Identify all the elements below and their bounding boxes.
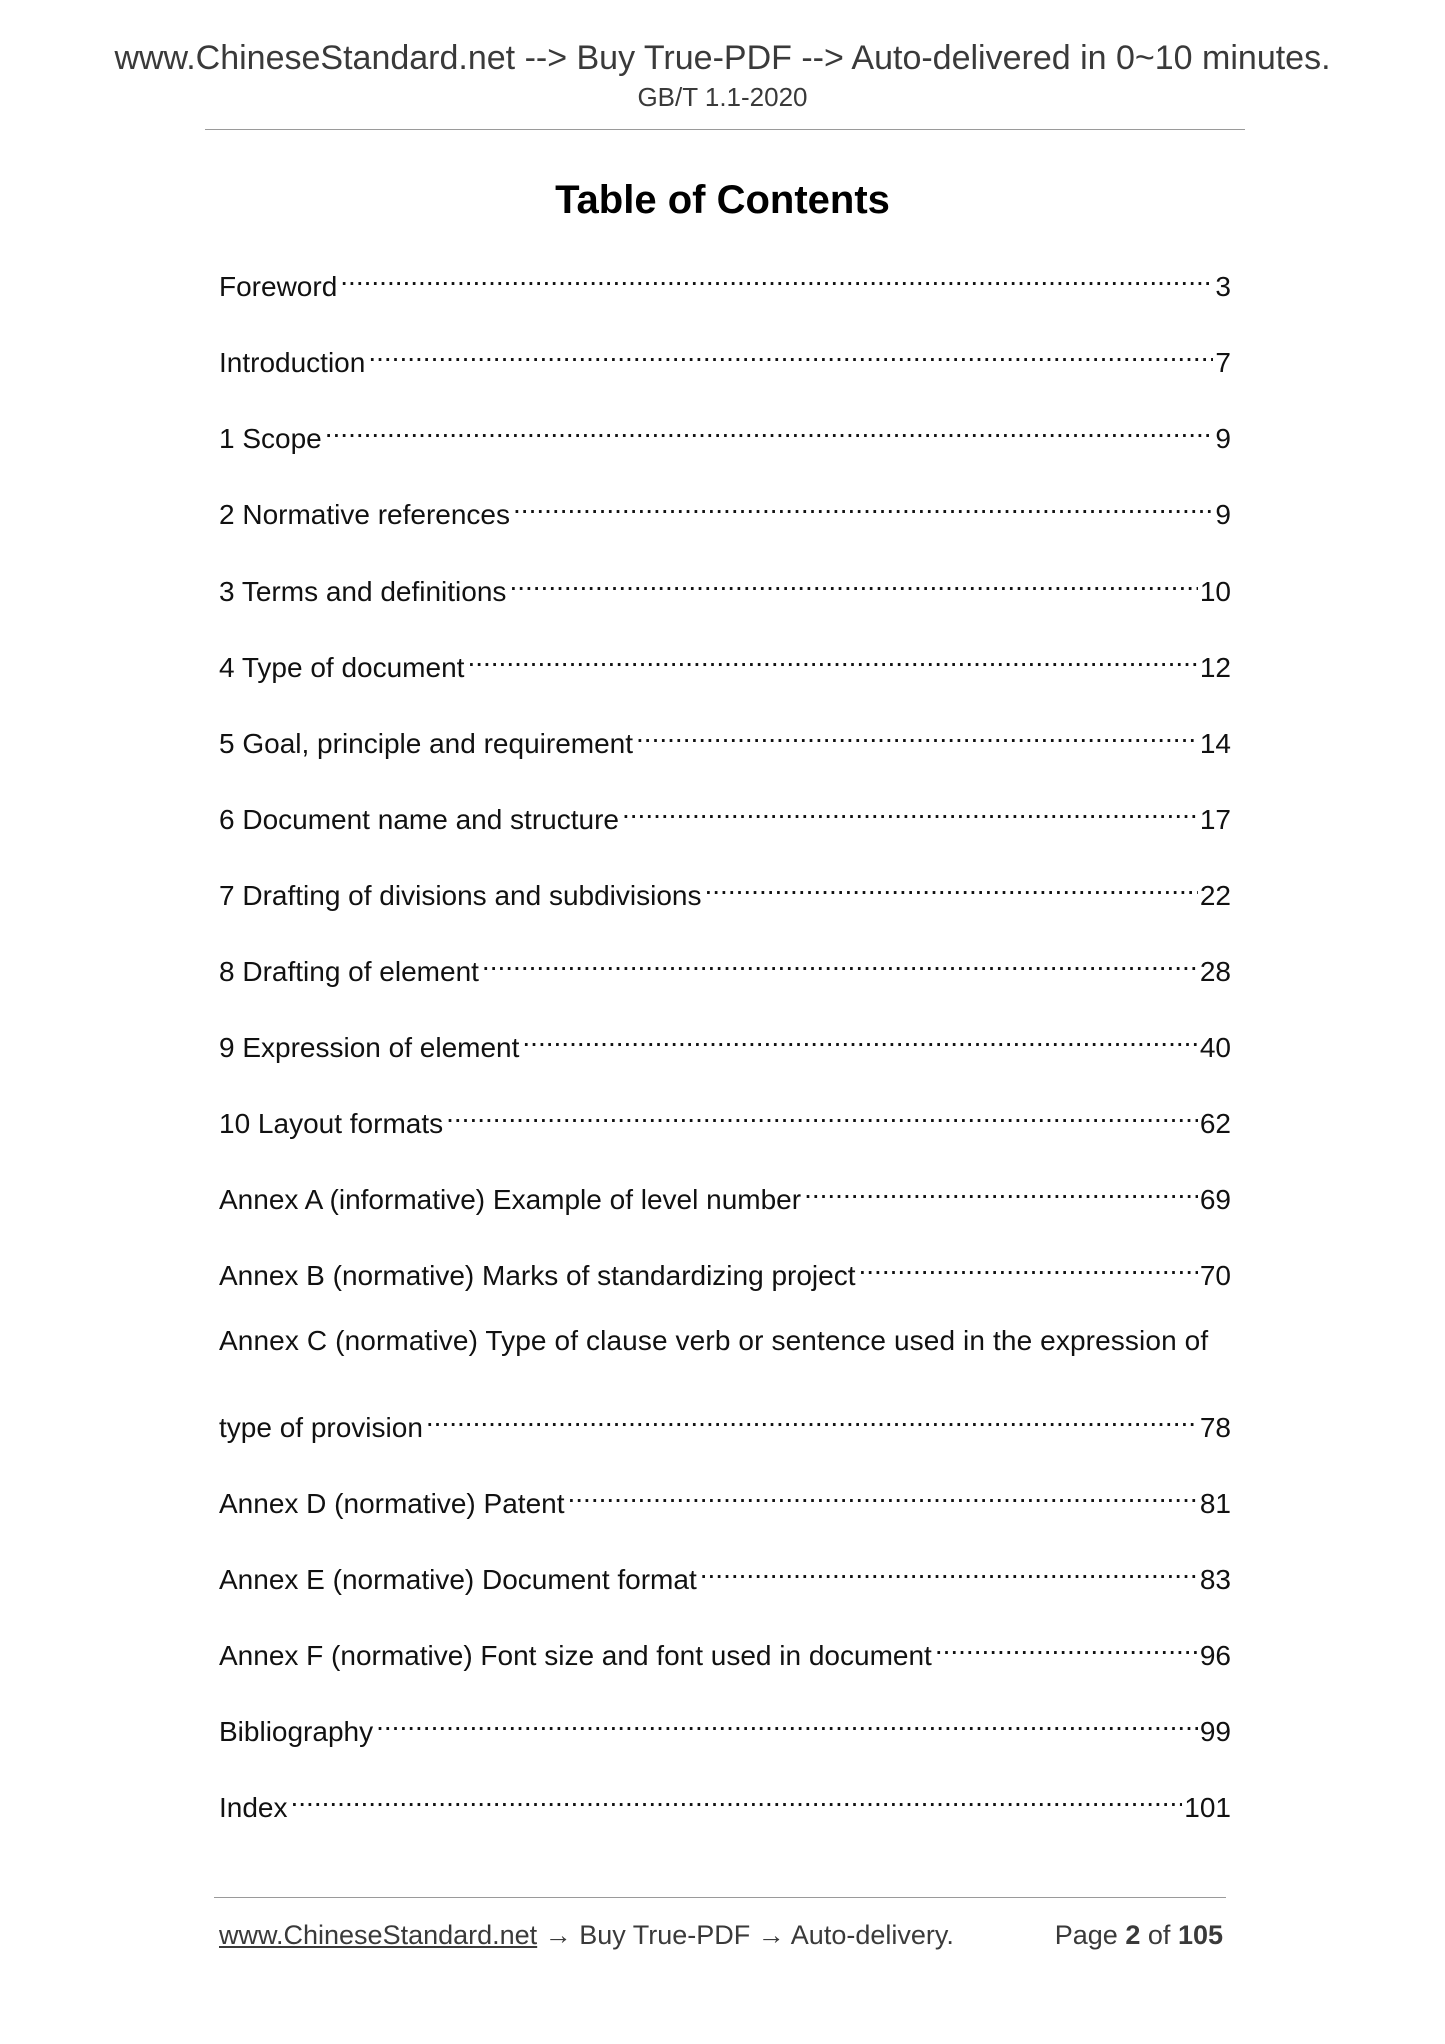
toc-entry-label: 4 Type of document [219,652,465,683]
toc-entry-label: 6 Document name and structure [219,804,619,835]
toc-entry-page: 9 [1215,499,1231,530]
header-banner: www.ChineseStandard.net --> Buy True-PDF --> Auto-delivered in 0~10 minutes. [114,39,1331,77]
toc-entry-label: Bibliography [219,1716,374,1747]
toc-entry-terms-and-definitions[interactable] [219,561,1231,607]
toc-entry-label: Annex E (normative) Document format [219,1564,697,1595]
dot-leader [325,408,1214,448]
toc-entry-introduction[interactable] [219,332,1231,378]
toc-entry-label: 1 Scope [219,423,322,454]
toc-entry-page: 96 [1199,1640,1231,1671]
toc-entry-page: 40 [1199,1032,1231,1063]
toc-entry-foreword[interactable] [219,256,1231,302]
toc-entry-label: Index [219,1792,288,1823]
dot-leader [467,637,1197,677]
page-of-label: of [1147,1920,1171,1950]
dot-leader [376,1701,1198,1741]
toc-entry-normative-references[interactable] [219,484,1231,530]
toc-entry-annex-a[interactable] [219,1169,1231,1215]
dot-leader [636,713,1198,753]
toc-entry-label: 7 Drafting of divisions and subdivisions [219,880,702,911]
arrow-right-icon: → [757,1920,785,1950]
toc-entry-page: 22 [1199,880,1231,911]
toc-entry-page: 3 [1215,271,1231,302]
toc-entry-page: 9 [1215,423,1231,454]
toc-entry-label: Introduction [219,347,366,378]
toc-entry-page: 28 [1199,956,1231,987]
toc-entry-page: 81 [1199,1488,1231,1519]
footer-buy-text: Buy True-PDF [579,1920,751,1950]
dot-leader [509,561,1197,601]
toc-entry-page: 14 [1199,728,1231,759]
toc-entry-page: 12 [1199,652,1231,683]
toc-entry-page: 99 [1199,1716,1231,1747]
dot-leader [700,1549,1198,1589]
toc-entry-label: Annex B (normative) Marks of standardizing project [219,1260,856,1291]
dot-leader [704,865,1197,905]
dot-leader [804,1169,1198,1209]
toc-entry-document-name-structure[interactable] [219,789,1231,835]
toc-entry-label: 10 Layout formats [219,1108,444,1139]
toc-entry-goal-principle-requirement[interactable] [219,713,1231,759]
toc-entry-label: type of provision [219,1412,423,1443]
footer-delivery-text: Auto-delivery. [790,1920,954,1950]
dot-leader [568,1473,1198,1513]
toc-entry-page: 7 [1215,347,1231,378]
toc-entry-label: Foreword [219,271,338,302]
arrow-right-icon: → [544,1920,572,1950]
toc-entry-expression-element[interactable] [219,1017,1231,1063]
toc-entry-label: Annex D (normative) Patent [219,1488,565,1519]
dot-leader [482,941,1198,981]
page-current: 2 [1125,1920,1141,1950]
dot-leader [522,1017,1197,1057]
dot-leader [935,1625,1198,1665]
toc-entry-annex-d[interactable] [219,1473,1231,1519]
toc-title: Table of Contents [555,178,890,222]
page-total: 105 [1177,1920,1223,1950]
toc-entry-annex-e[interactable] [219,1549,1231,1595]
toc-entry-annex-b[interactable] [219,1245,1231,1291]
toc-entry-annex-c-continued[interactable] [219,1397,1231,1443]
dot-leader [368,332,1213,372]
toc-entry-page: 69 [1199,1184,1231,1215]
toc-entry-page: 17 [1199,804,1231,835]
footer-promo [219,1915,954,1955]
toc-entry-page: 78 [1199,1412,1231,1443]
dot-leader [622,789,1198,829]
toc-entry-label: 3 Terms and definitions [219,576,507,607]
toc-entry-layout-formats[interactable] [219,1093,1231,1139]
toc-entry-page: 101 [1184,1792,1231,1823]
dot-leader [291,1777,1183,1817]
toc-entry-drafting-element[interactable] [219,941,1231,987]
header-divider [205,129,1245,130]
toc-entry-page: 62 [1199,1108,1231,1139]
toc-entry-label: 5 Goal, principle and requirement [219,728,634,759]
toc-entry-type-of-document[interactable] [219,637,1231,683]
dot-leader [426,1397,1198,1437]
page-footer [219,1915,1223,1955]
page-indicator [1055,1915,1223,1955]
toc-entry-label: Annex C (normative) Type of clause verb or sentence used in the expression of [219,1325,1209,1356]
toc-entry-label: Annex F (normative) Font size and font used in document [219,1640,932,1671]
toc-entry-label: 9 Expression of element [219,1032,520,1063]
toc-entry-bibliography[interactable] [219,1701,1231,1747]
footer-website-link[interactable]: www.ChineseStandard.net [219,1920,538,1950]
toc-entry-page: 10 [1199,576,1231,607]
toc-entry-label: 8 Drafting of element [219,956,479,987]
toc-entry-label: Annex A (informative) Example of level number [219,1184,802,1215]
dot-leader [513,484,1213,524]
toc-entry-page: 83 [1199,1564,1231,1595]
page-label: Page [1054,1920,1118,1950]
footer-divider [214,1897,1226,1898]
document-number: GB/T 1.1-2020 [637,82,808,112]
toc-entry-annex-f[interactable] [219,1625,1231,1671]
toc-entry-label: 2 Normative references [219,499,511,530]
dot-leader [859,1245,1198,1285]
dot-leader [446,1093,1198,1133]
toc-entry-page: 70 [1199,1260,1231,1291]
dot-leader [340,256,1213,296]
toc-entry-scope[interactable] [219,408,1231,454]
toc-entry-index[interactable] [219,1777,1231,1823]
toc-entry-drafting-divisions[interactable] [219,865,1231,911]
toc-entry-annex-c[interactable] [219,1321,1231,1361]
